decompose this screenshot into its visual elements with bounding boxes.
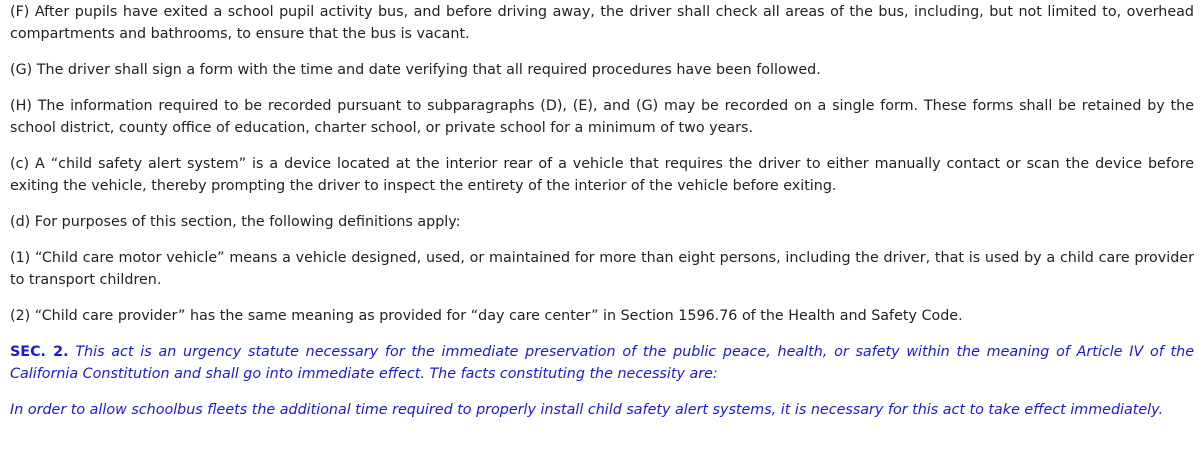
- paragraph-h: (H) The information required to be recorded pursuant to subparagraphs (D), (E), and (G) may be recorded on a single form. These forms shall be retained by the school district, county office of education, charter school, or private school for a minimum of two years.: [10, 98, 1194, 136]
- paragraph-c-definition: (c) A “child safety alert system” is a device located at the interior rear of a vehicle that requires the driver to either manually contact or scan the device before exiting the vehicle, thereby prompting the driver to inspect the entirety of the interior of the vehicle before exiting.: [10, 156, 1194, 194]
- paragraph-g: (G) The driver shall sign a form with the time and date verifying that all required procedures have been followed.: [10, 62, 821, 78]
- paragraph-d2: (2) “Child care provider” has the same meaning as provided for “day care center” in Section 1596.76 of the Health and Safety Code.: [10, 308, 963, 324]
- paragraph-d1: (1) “Child care motor vehicle” means a vehicle designed, used, or maintained for more than eight persons, including the driver, that is used by a child care provider to transport children.: [10, 250, 1194, 288]
- section-2-text: This act is an urgency statute necessary for the immediate preservation of the public peace, health, or safety within the meaning of Article IV of the California Constitution and shall go into immediate effect. The facts constituting the necessity are:: [10, 344, 1194, 382]
- section-2-urgency: [10, 341, 1194, 385]
- paragraph-f: (F) After pupils have exited a school pupil activity bus, and before driving away, the driver shall check all areas of the bus, including, but not limited to, overhead compartments and bathrooms, to ensure that the bus is vacant.: [10, 4, 1194, 42]
- section-2-necessity: In order to allow schoolbus fleets the additional time required to properly install child safety alert systems, it is necessary for this act to take effect immediately.: [10, 402, 1164, 418]
- section-2-label: SEC. 2.: [10, 344, 69, 360]
- paragraph-d-intro: (d) For purposes of this section, the following definitions apply:: [10, 214, 461, 230]
